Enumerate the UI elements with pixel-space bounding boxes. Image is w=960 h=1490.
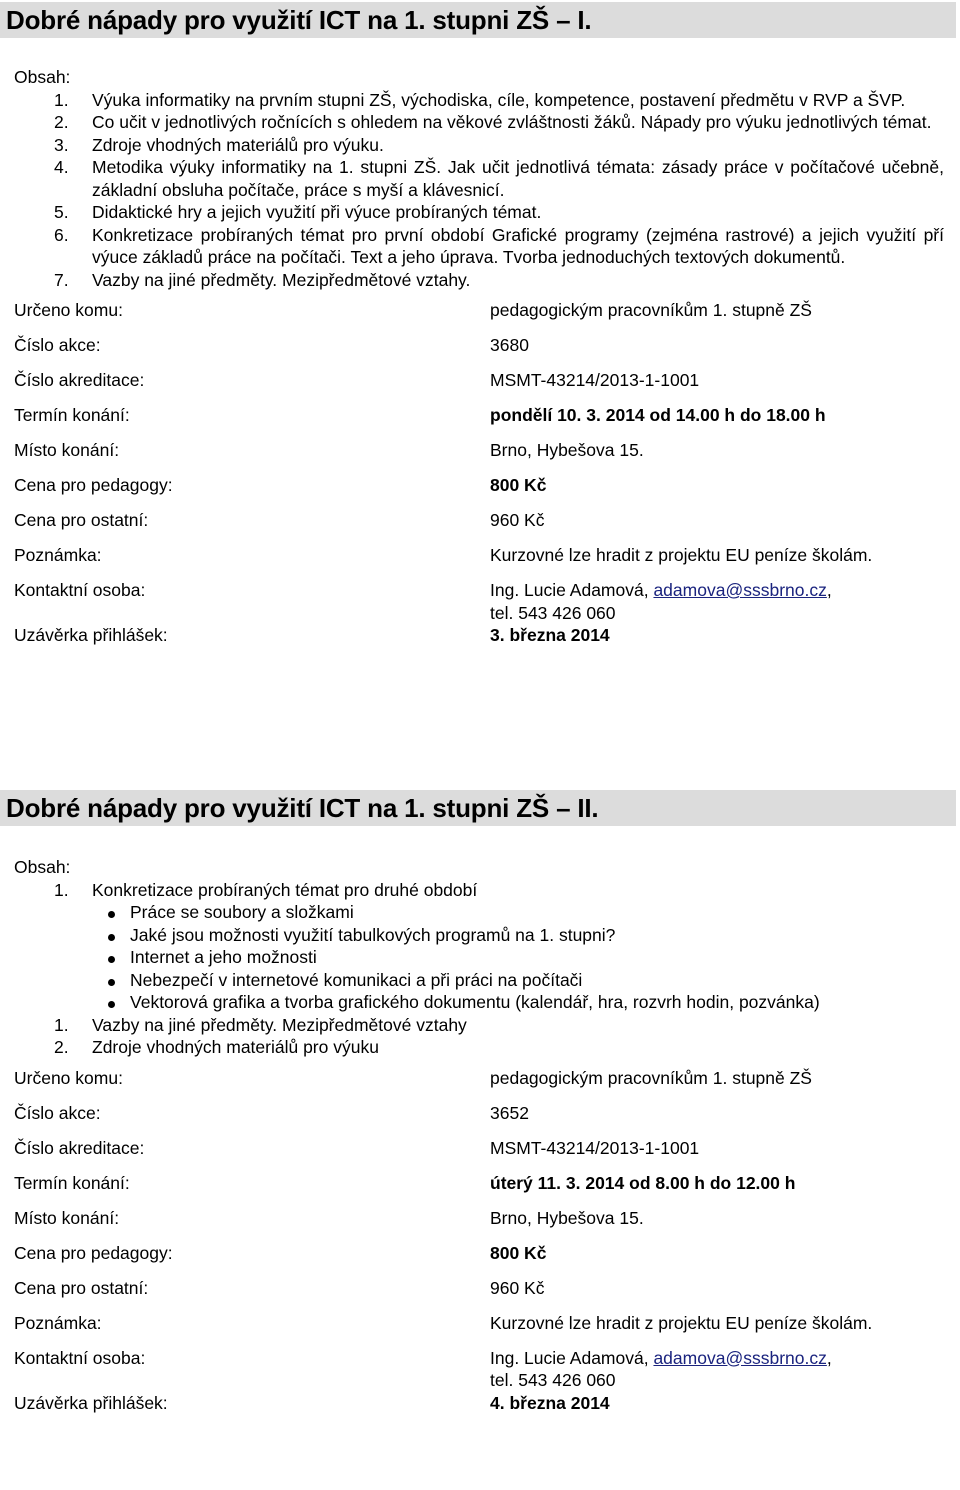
course-content	[0, 856, 960, 1427]
list-item: 5. Didaktické hry a jejich využití při výuce probíraných témat.	[54, 202, 542, 222]
info-row-cena-pedagogy: Cena pro pedagogy: 800 Kč	[14, 475, 547, 495]
obsah-label: Obsah:	[14, 67, 71, 87]
bullet-item: Vektorová grafika a tvorba grafického dokumentu (kalendář, hra, rozvrh hodin, pozvánka)	[14, 991, 944, 1014]
list-item: 3. Zdroje vhodných materiálů pro výuku.	[54, 134, 384, 155]
info-row-termin: Termín konání: pondělí 10. 3. 2014 od 14.00 h do 18.00 h	[14, 405, 826, 425]
info-row-uzaverka: Uzávěrka přihlášek: 4. března 2014	[14, 1392, 610, 1413]
bullet-icon	[108, 1001, 115, 1008]
list-item: 2. Zdroje vhodných materiálů pro výuku	[54, 1037, 379, 1057]
info-row-misto: Místo konání: Brno, Hybešova 15.	[14, 1207, 644, 1228]
contact-email-link[interactable]: adamova@sssbrno.cz	[653, 580, 827, 600]
bullet-item: Jaké jsou možnosti využití tabulkových programů na 1. stupni?	[14, 924, 944, 947]
info-row-akce: Číslo akce: 3680	[14, 335, 529, 355]
info-row-cena-ostatni: Cena pro ostatní: 960 Kč	[14, 1277, 545, 1298]
bullet-item: Nebezpečí v internetové komunikaci a při práci na počítači	[14, 969, 944, 992]
info-row-akce: Číslo akce: 3652	[14, 1102, 529, 1123]
info-row-poznamka: Poznámka: Kurzovné lze hradit z projektu EU peníze školám.	[14, 1312, 873, 1333]
list-item: 2. Co učit v jednotlivých ročnících s ohledem na věkové zvláštnosti žáků. Nápady pro výuku jednotlivých témat.	[54, 112, 932, 132]
info-row-termin: Termín konání: úterý 11. 3. 2014 od 8.00 h do 12.00 h	[14, 1172, 796, 1193]
list-item: 4. Metodika výuky informatiky na 1. stupni ZŠ. Jak učit jednotlivá témata: zásady práce v počítačové učebně, základní obsluha počítače, práce s myší a klávesnicí.	[54, 157, 944, 200]
course-title: Dobré nápady pro využití ICT na 1. stupni ZŠ – II.	[0, 790, 956, 826]
topic-list	[14, 89, 944, 292]
course-info	[14, 1067, 944, 1427]
info-row-urceno: Určeno komu: pedagogickým pracovníkům 1. stupně ZŠ	[14, 1067, 812, 1088]
list-item: 1. Vazby na jiné předměty. Mezipředmětové vztahy	[54, 1014, 467, 1035]
bullet-icon	[108, 934, 115, 941]
info-row-kontakt: Kontaktní osoba: Ing. Lucie Adamová, adamova@sssbrno.cz, tel. 543 426 060	[14, 580, 832, 623]
bullet-list	[14, 901, 944, 1014]
course-info	[14, 299, 944, 659]
list-item: 1. Konkretizace probíraných témat pro druhé období	[54, 879, 478, 900]
course-content	[0, 66, 960, 659]
info-row-cena-ostatni: Cena pro ostatní: 960 Kč	[14, 510, 545, 530]
course-1	[0, 2, 960, 659]
info-row-misto: Místo konání: Brno, Hybešova 15.	[14, 440, 644, 460]
course-2	[0, 790, 960, 1427]
course-title: Dobré nápady pro využití ICT na 1. stupni ZŠ – I.	[0, 2, 956, 38]
info-row-kontakt: Kontaktní osoba: Ing. Lucie Adamová, adamova@sssbrno.cz, tel. 543 426 060	[14, 1347, 832, 1390]
info-row-akreditace: Číslo akreditace: MSMT-43214/2013-1-1001	[14, 1137, 700, 1158]
bullet-icon	[108, 956, 115, 963]
info-row-poznamka: Poznámka: Kurzovné lze hradit z projektu EU peníze školám.	[14, 545, 873, 565]
bullet-icon	[108, 911, 115, 918]
list-item: 7. Vazby na jiné předměty. Mezipředmětové vztahy.	[54, 269, 471, 290]
obsah-label: Obsah:	[14, 857, 71, 877]
info-row-cena-pedagogy: Cena pro pedagogy: 800 Kč	[14, 1242, 547, 1263]
info-row-uzaverka: Uzávěrka přihlášek: 3. března 2014	[14, 625, 610, 645]
topic-list-after	[14, 1014, 944, 1059]
contact-email-link[interactable]: adamova@sssbrno.cz	[653, 1347, 827, 1368]
topic-list	[14, 879, 944, 902]
info-row-urceno: Určeno komu: pedagogickým pracovníkům 1. stupně ZŠ	[14, 300, 812, 320]
list-item: 6. Konkretizace probíraných témat pro první období Grafické programy (zejména rastrové) a jejich využití pří výuce základů práce na počítači. Text a jeho úprava. Tvorba jednoduchých textových dokumentů.	[54, 224, 944, 267]
bullet-icon	[108, 979, 115, 986]
bullet-item: Práce se soubory a složkami	[14, 901, 944, 924]
list-item: 1. Výuka informatiky na prvním stupni ZŠ, východiska, cíle, kompetence, postavení předmětu v RVP a ŠVP.	[54, 89, 906, 110]
info-row-akreditace: Číslo akreditace: MSMT-43214/2013-1-1001	[14, 370, 700, 390]
bullet-item: Internet a jeho možnosti	[14, 946, 944, 969]
